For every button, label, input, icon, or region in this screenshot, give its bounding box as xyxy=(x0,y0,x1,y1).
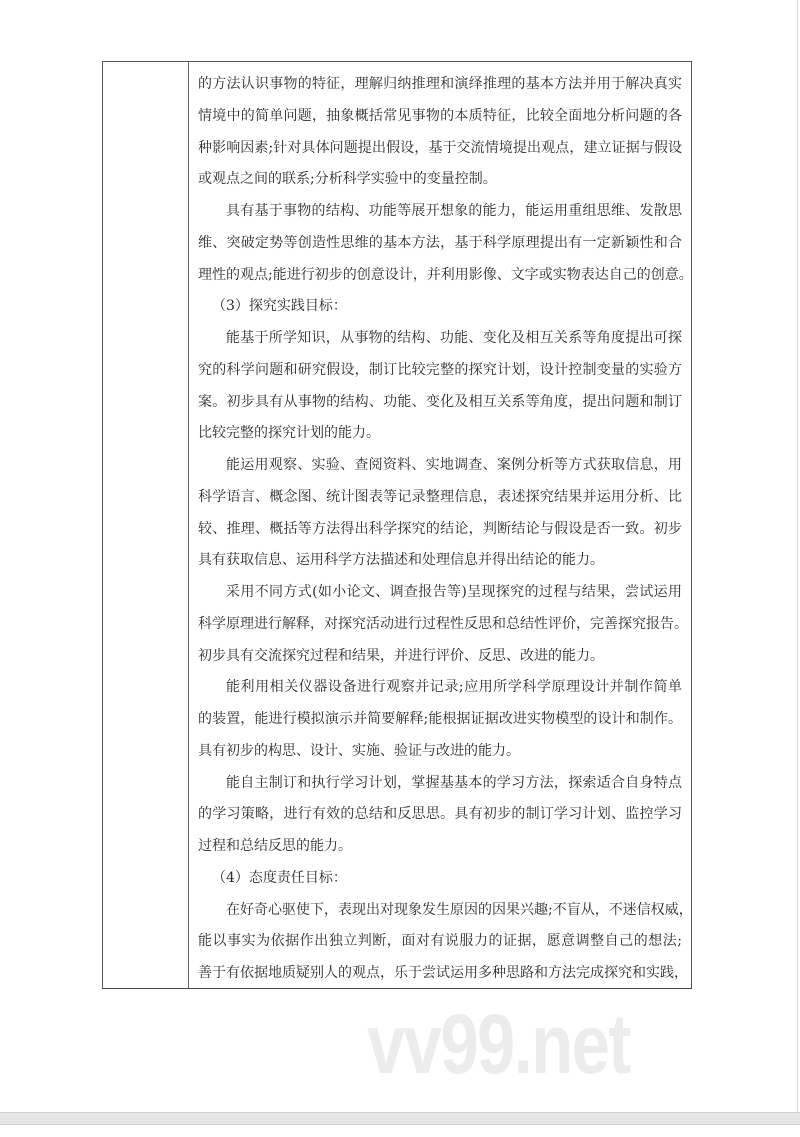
text-line: 科学原理进行解释，对探究活动进行过程性反思和总结性评价，完善探究报告。 xyxy=(198,615,688,632)
table-content-cell xyxy=(198,69,693,990)
text-line: 科学语言、概念图、统计图表等记录整理信息，表述探究结果并运用分析、比 xyxy=(198,488,682,505)
text-line: 较、推理、概括等方法得出科学探究的结论，判断结论与假设是否一致。初步 xyxy=(198,520,682,537)
text-line: 比较完整的探究计划的能力。 xyxy=(198,425,380,442)
text-line: 的方法认识事物的特征，理解归纳推理和演绎推理的基本方法并用于解决真实 xyxy=(198,76,682,92)
text-line: 或观点之间的联系;分析科学实验中的变量控制。 xyxy=(198,171,497,188)
table-left-cell xyxy=(103,62,189,988)
page-gap xyxy=(0,1112,800,1125)
text-line: 能以事实为依据作出独立判断，面对有说服力的证据，愿意调整自己的想法; xyxy=(198,933,682,950)
text-line: 究的科学问题和研究假设，制订比较完整的探究计划，设计控制变量的实验方 xyxy=(198,361,682,378)
text-line: 在好奇心驱使下，表现出对现象发生原因的因果兴趣;不盲从，不迷信权威， xyxy=(226,901,693,918)
text-line: 能基于所学知识，从事物的结构、功能、变化及相互关系等角度提出可探 xyxy=(226,330,682,346)
text-line: 案。初步具有从事物的结构、功能、变化及相互关系等角度，提出问题和制订 xyxy=(198,393,682,410)
text-line: 种影响因素;针对具体问题提出假设，基于交流情境提出观点，建立证据与假设 xyxy=(198,139,682,156)
text-line: 理性的观点;能进行初步的创意设计，并利用影像、文字或实物表达自己的创意。 xyxy=(198,266,693,283)
content-table xyxy=(102,61,692,989)
text-line: 善于有依据地质疑别人的观点，乐于尝试运用多种思路和方法完成探究和实践， xyxy=(198,965,688,981)
text-line: 采用不同方式(如小论文、调查报告等)呈现探究的过程与结果，尝试运用 xyxy=(226,584,682,600)
section-heading: （3）探究实践目标： xyxy=(212,298,347,315)
page-edge xyxy=(797,0,798,1112)
text-line: 维、突破定势等创造性思维的基本方法，基于科学原理提出有一定新颖性和合 xyxy=(198,234,682,251)
text-line: 情境中的简单问题，抽象概括常见事物的本质特征，比较全面地分析问题的各 xyxy=(198,107,682,124)
text-line: 初步具有交流探究过程和结果，并进行评价、反思、改进的能力。 xyxy=(198,647,604,664)
text-line: 具有初步的构思、设计、实施、验证与改进的能力。 xyxy=(198,742,520,759)
text-line: 能自主制订和执行学习计划，掌握基基本的学习方法，探索适合自身特点 xyxy=(226,774,682,791)
text-line: 能运用观察、实验、查阅资料、实地调查、案例分析等方式获取信息，用 xyxy=(226,457,682,473)
watermark: vv99.net xyxy=(367,997,630,1091)
section-heading: （4）态度责任目标： xyxy=(212,869,347,886)
text-line: 能利用相关仪器设备进行观察并记录;应用所学科学原理设计并制作简单 xyxy=(226,679,682,696)
text-line: 的学习策略，进行有效的总结和反思思。具有初步的制订学习计划、监控学习 xyxy=(198,806,682,823)
text-line: 具有基于事物的结构、功能等展开想象的能力，能运用重组思维、发散思 xyxy=(226,203,682,219)
text-line: 具有获取信息、运用科学方法描述和处理信息并得出结论的能力。 xyxy=(198,552,604,569)
text-line: 过程和总结反思的能力。 xyxy=(198,838,352,854)
text-line: 的装置，能进行模拟演示并简要解释;能根据证据改进实物模型的设计和制作。 xyxy=(198,711,682,727)
